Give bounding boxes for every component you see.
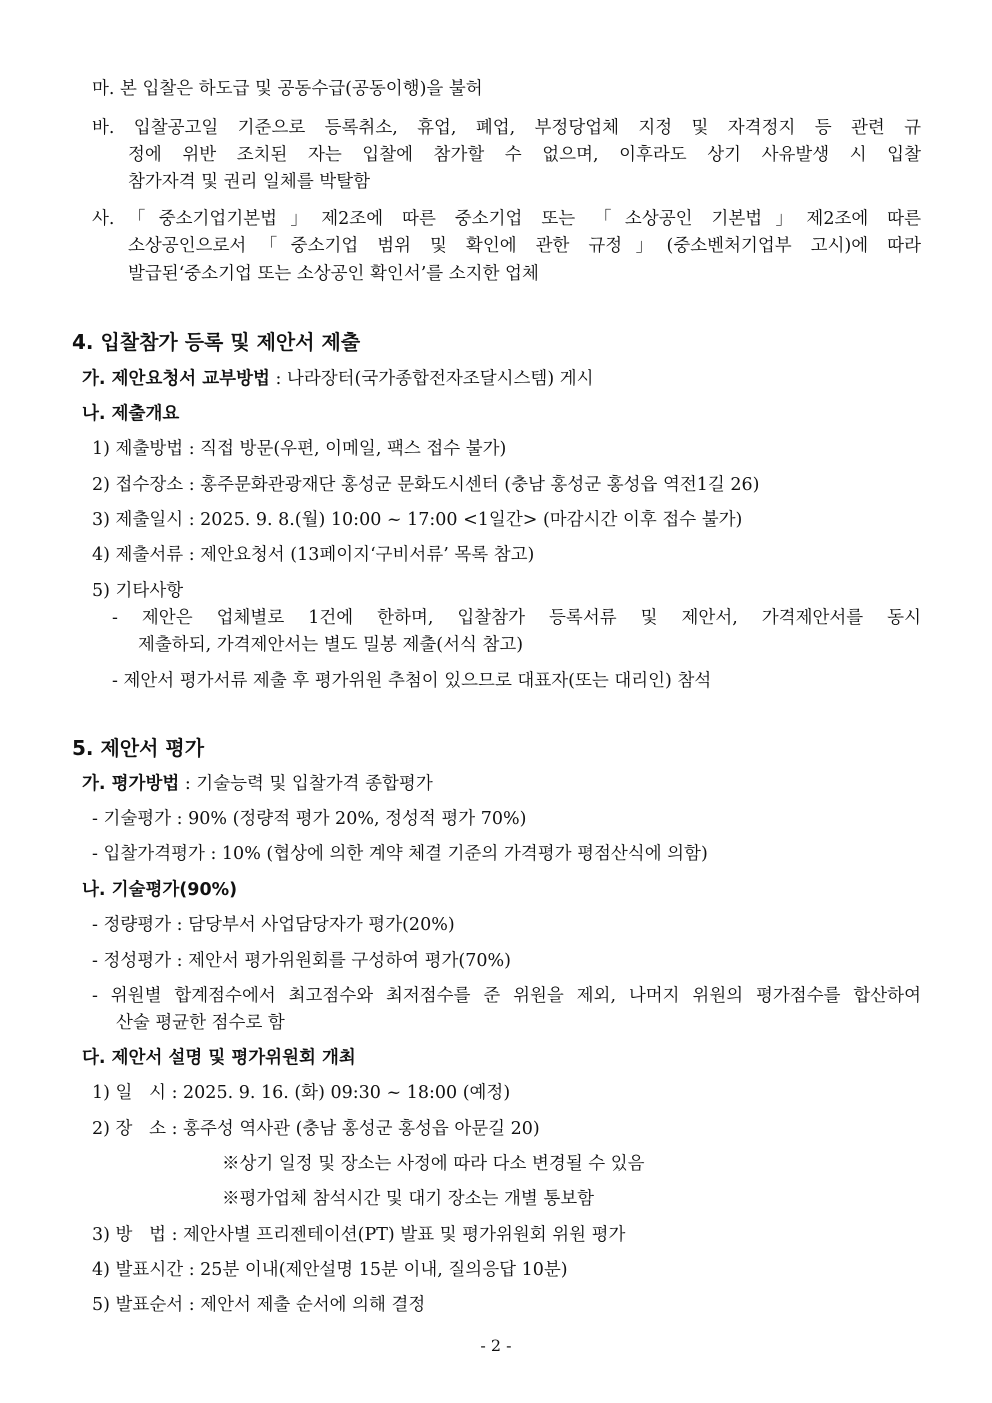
s5-place: 2) 장 소 : 홍주성 역사관 (충남 홍성군 홍성읍 아문길 20) xyxy=(92,1119,540,1139)
item-sa-line3: 발급된‘중소기업 또는 소상공인 확인서’를 소지한 업체 xyxy=(128,264,539,284)
section-5-heading: 5. 제안서 평가 xyxy=(72,736,205,760)
s5-score-rule-line1: - 위원별 합계점수에서 최고점수와 최저점수를 준 위원을 제외, 나머지 위원의 평가점수를 합산하여 xyxy=(92,986,921,1006)
s4-item-4: 4) 제출서류 : 제안요청서 (13페이지‘구비서류’ 목록 참고) xyxy=(92,545,535,565)
item-ba-line3: 참가자격 및 권리 일체를 박탈함 xyxy=(128,172,371,192)
s4-item-5: 5) 기타사항 xyxy=(92,581,184,601)
s4-na-label: 나. 제출개요 xyxy=(82,404,180,424)
item-sa-line1: 사.「중소기업기본법」제2조에 따른 중소기업 또는 「소상공인 기본법」제2조에 따른 xyxy=(92,209,921,229)
s5-pt-time: 4) 발표시간 : 25분 이내(제안설명 15분 이내, 질의응답 10분) xyxy=(92,1260,568,1280)
s5-quant-eval: - 정량평가 : 담당부서 사업담당자가 평가(20%) xyxy=(92,915,455,935)
item-ba-line1: 바. 입찰공고일 기준으로 등록취소, 휴업, 폐업, 부정당업체 지정 및 자격정지 등 관련 규 xyxy=(92,118,921,138)
s5-pt-order: 5) 발표순서 : 제안서 제출 순서에 의해 결정 xyxy=(92,1295,426,1315)
s4-ga-label: 가. 제안요청서 교부방법 xyxy=(82,369,270,389)
s5-na-label: 나. 기술평가(90%) xyxy=(82,880,238,900)
s4-dash-2: - 제안서 평가서류 제출 후 평가위원 추첨이 있으므로 대표자(또는 대리인) 참석 xyxy=(112,671,712,691)
section-4-heading: 4. 입찰참가 등록 및 제안서 제출 xyxy=(72,330,361,354)
s5-qual-eval: - 정성평가 : 제안서 평가위원회를 구성하여 평가(70%) xyxy=(92,951,511,971)
s5-ga xyxy=(82,773,433,795)
s4-item-3: 3) 제출일시 : 2025. 9. 8.(월) 10:00 ~ 17:00 <1일간> (마감시간 이후 접수 불가) xyxy=(92,510,743,530)
s4-ga xyxy=(82,368,594,390)
s5-score-rule-line2: 산술 평균한 점수로 함 xyxy=(116,1013,285,1033)
s4-item-2: 2) 접수장소 : 홍주문화관광재단 홍성군 문화도시센터 (충남 홍성군 홍성읍 역전1길 26) xyxy=(92,475,760,495)
s5-price-eval: - 입찰가격평가 : 10% (협상에 의한 계약 체결 기준의 가격평가 평점산식에 의함) xyxy=(92,844,708,864)
s5-ga-value: : 기술능력 및 입찰가격 종합평가 xyxy=(179,774,433,794)
s5-tech-eval: - 기술평가 : 90% (정량적 평가 20%, 정성적 평가 70%) xyxy=(92,809,527,829)
page-number: - 2 - xyxy=(480,1336,512,1355)
item-ba-line2: 정에 위반 조치된 자는 입찰에 참가할 수 없으며, 이후라도 상기 사유발생 시 입찰 xyxy=(128,145,921,165)
s4-item-1: 1) 제출방법 : 직접 방문(우편, 이메일, 팩스 접수 불가) xyxy=(92,439,507,459)
s5-da-label: 다. 제안서 설명 및 평가위원회 개최 xyxy=(82,1048,356,1068)
s4-dash-1-line1: - 제안은 업체별로 1건에 한하며, 입찰참가 등록서류 및 제안서, 가격제안서를 동시 xyxy=(112,608,921,628)
s4-ga-value: : 나라장터(국가종합전자조달시스템) 게시 xyxy=(269,369,594,389)
s4-dash-1-line2: 제출하되, 가격제안서는 별도 밀봉 제출(서식 참고) xyxy=(138,635,524,655)
item-sa-line2: 소상공인으로서「중소기업 범위 및 확인에 관한 규정」(중소벤처기업부 고시)에 따라 xyxy=(128,236,921,256)
item-ma: 마. 본 입찰은 하도급 및 공동수급(공동이행)을 불허 xyxy=(92,79,483,99)
s5-method: 3) 방 법 : 제안사별 프리젠테이션(PT) 발표 및 평가위원회 위원 평가 xyxy=(92,1225,626,1245)
s5-note-change: ※상기 일정 및 장소는 사정에 따라 다소 변경될 수 있음 xyxy=(222,1154,645,1174)
s5-ga-label: 가. 평가방법 xyxy=(82,774,180,794)
s5-note-notice: ※평가업체 참석시간 및 대기 장소는 개별 통보함 xyxy=(222,1189,595,1209)
s5-date: 1) 일 시 : 2025. 9. 16. (화) 09:30 ~ 18:00 (예정) xyxy=(92,1083,511,1103)
